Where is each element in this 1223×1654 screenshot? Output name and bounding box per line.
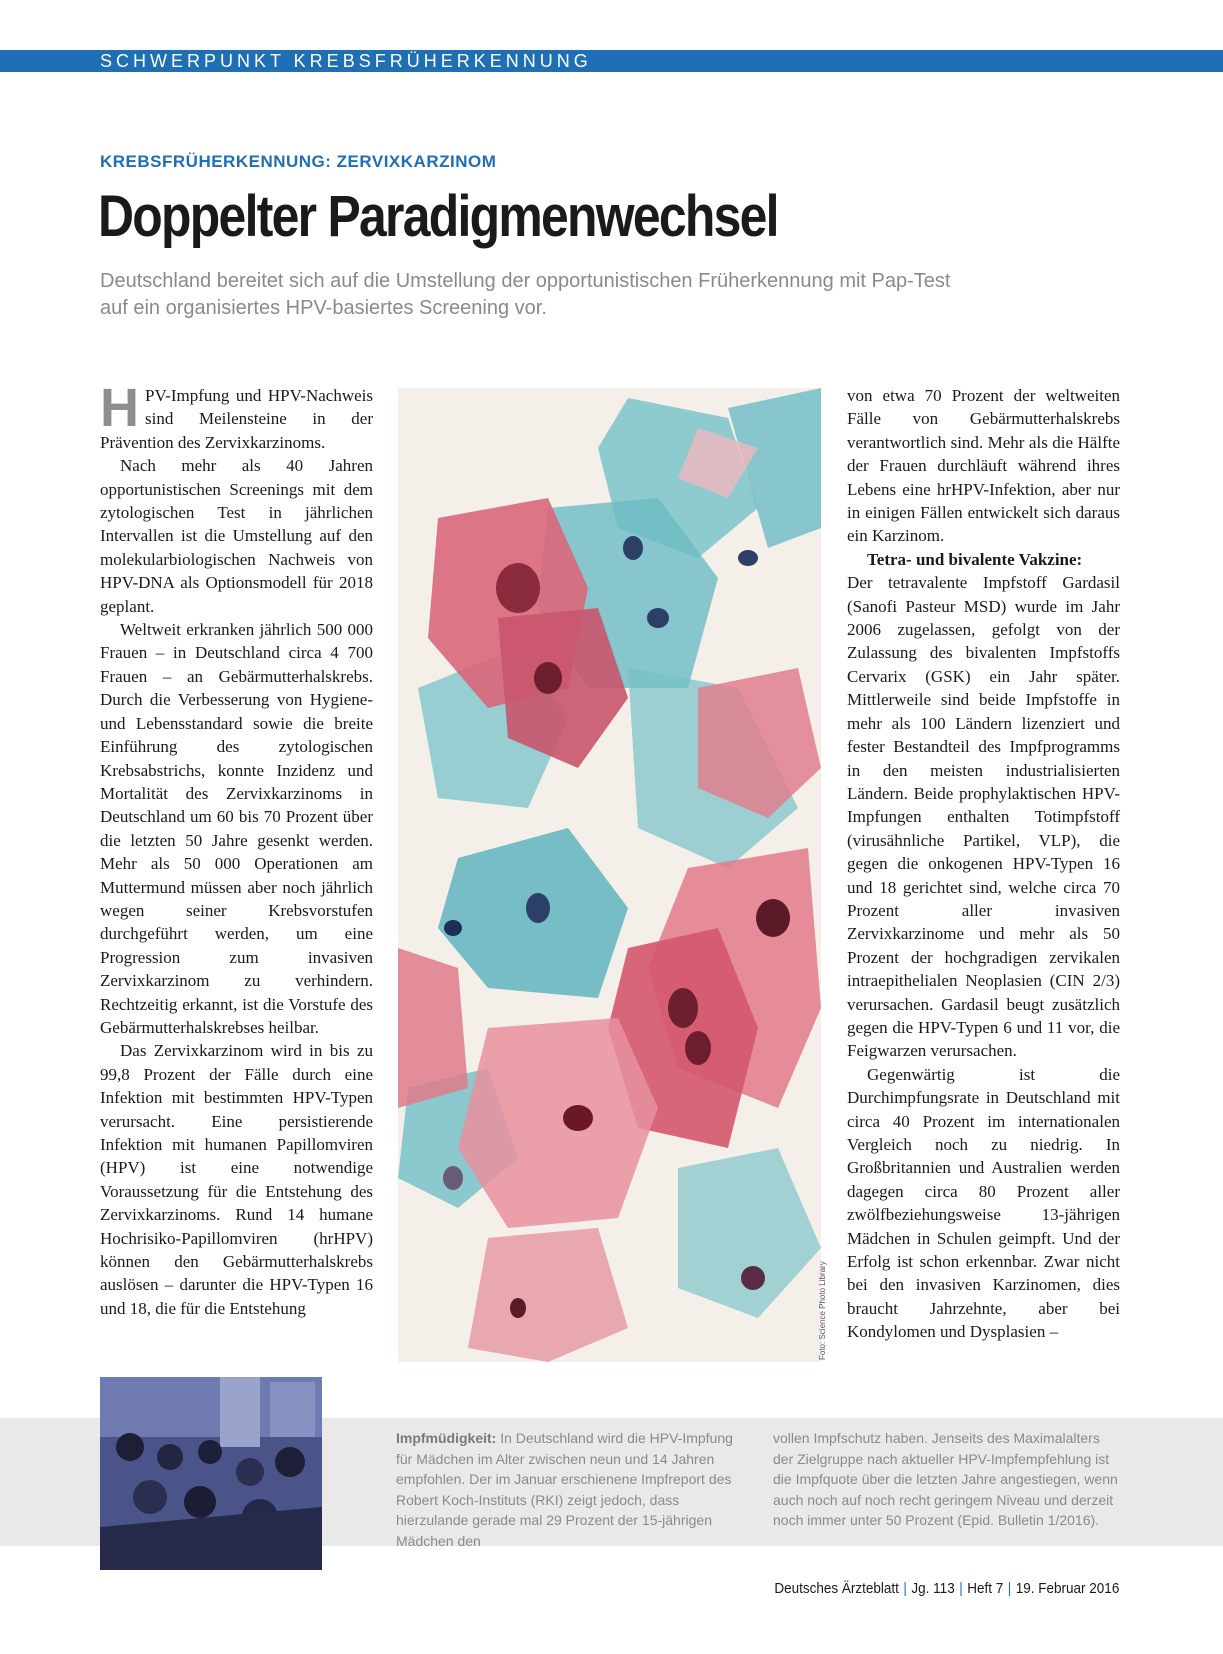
headline: Doppelter Paradigmenwechsel	[98, 184, 778, 249]
paragraph-lead: HPV-Impfung und HPV-Nachweis sind Meilensteine in der Prävention des Zervixkarzinoms.	[100, 378, 373, 452]
paragraph-runin	[847, 548, 1120, 571]
photo-credit: Foto: Science Photo Library	[818, 1261, 827, 1360]
caption-text-right: vollen Impfschutz haben. Jenseits des Maximalalters der Zielgruppe nach aktueller HPV-Impfempfehlung ist die Impfquote über die letzten Jahre angestiegen, wenn auch noch auf noch recht geringem Niveau und derzeit noch immer unter 50 Prozent (Epid. Bulletin 1/2016).	[773, 1430, 1118, 1528]
kicker: KREBSFRÜHERKENNUNG: ZERVIXKARZINOM	[100, 152, 497, 171]
cytology-photo	[398, 388, 821, 1362]
footer-volume: Jg. 113	[911, 1580, 955, 1597]
paragraph: von etwa 70 Prozent der weltweiten Fälle von Gebärmutterhalskrebs verantwortlich sind. Mehr als die Hälfte der Frauen durchläuft während ihres Lebens eine hrHPV-Infektion, aber nur in einigen Fällen entwickelt sich daraus ein Karzinom.	[847, 386, 1120, 546]
paragraph: Gegenwärtig ist die Durchimpfungsrate in Deutschland mit circa 40 Prozent im internationalen Vergleich noch zu niedrig. In Großbritannien und Australien werden dagegen circa 80 Prozent aller zwölfbeziehungsweise 13-jährigen Mädchen in Schulen geimpft. Und der Erfolg ist schon erkennbar. Zwar nicht bei den invasiven Karzinomen, dies braucht Jahrzehnte, aber bei Kondylomen und Dysplasien –	[847, 1064, 1120, 1342]
drop-cap: H	[100, 378, 139, 438]
subheadline: Deutschland bereitet sich auf die Umstellung der opportunistischen Früherkennung mit Pap-Test auf ein organisiertes HPV-basiertes Screening vor.	[100, 270, 951, 319]
cytology-illustration	[398, 388, 821, 1362]
article-column-right	[847, 384, 1120, 1344]
caption-lead: Impfmüdigkeit:	[396, 1430, 497, 1446]
crowd-photo	[100, 1377, 322, 1570]
section-bar	[0, 50, 1223, 72]
paragraph: Der tetravalente Impfstoff Gardasil (Sanofi Pasteur MSD) wurde im Jahr 2006 zugelassen, gefolgt von der Zulassung des bivalenten Impfstoffs Cervarix (GSK) ein Jahr später. Mittlerweile sind beide Impfstoffe in mehr als 100 Ländern lizenziert und fester Bestandteil des Impfprogramms in den meisten industrialisierten Ländern. Beide prophylaktischen HPV-Impfungen enthalten Totimpfstoff (virusähnliche Partikel, VLP), die gegen die onkogenen HPV-Typen 16 und 18 gerichtet sind, welche circa 70 Prozent aller invasiven Zervixkarzinome und mehr als 50 Prozent der hochgradigen zervikalen intraepithelialen Neoplasien (CIN 2/3) verursachen. Gardasil beugt zusätzlich gegen die HPV-Typen 6 und 11 vor, die Feigwarzen verursachen.	[847, 573, 1120, 1061]
caption-text-left: Impfmüdigkeit: In Deutschland wird die HPV-Impfung für Mädchen im Alter zwischen neun und 14 Jahren empfohlen. Der im Januar erschienene Impfreport des Robert Koch-Instituts (RKI) zeigt jedoch, dass hierzulande gerade mal 29 Prozent der 15-jährigen Mädchen den	[396, 1430, 733, 1549]
footer-separator: |	[903, 1580, 907, 1597]
article-column-left	[100, 378, 373, 1320]
paragraph: Das Zervixkarzinom wird in bis zu 99,8 Prozent der Fälle durch eine Infektion mit bestimmten HPV-Typen verursacht. Eine persistierende Infektion mit humanen Papillomviren (HPV) ist eine notwendige Voraussetzung für die Entstehung des Zervixkarzinoms. Rund 14 humane Hochrisiko-Papillomviren (hrHPV) können den Gebärmutterhalskrebs auslösen – darunter die HPV-Typen 16 und 18, die für die Entstehung	[100, 1041, 373, 1318]
paragraph: Weltweit erkranken jährlich 500 000 Frauen – in Deutschland circa 4 700 Frauen – an Gebärmutterhalskrebs. Durch die Verbesserung von Hygiene- und Lebensstandard sowie die breite Einführung des zytologischen Krebsabstrichs, konnte Inzidenz und Mortalität des Zervixkarzinoms in Deutschland um 60 bis 70 Prozent über die letzten 50 Jahre gesenkt werden. Mehr als 50 000 Operationen am Muttermund müssen aber noch jährlich wegen seiner Krebsvorstufen durchgeführt werden, um eine Progression zum invasiven Zervixkarzinom zu verhindern. Rechtzeitig erkannt, ist die Vorstufe des Gebärmutterhalskrebses heilbar.	[100, 620, 373, 1037]
page-footer	[774, 1580, 1119, 1597]
runin-heading: Tetra- und bivalente Vakzine:	[867, 549, 1083, 569]
footer-date: 19. Februar 2016	[1015, 1580, 1119, 1597]
footer-separator: |	[1007, 1580, 1011, 1597]
footer-separator: |	[958, 1580, 963, 1597]
paragraph: Nach mehr als 40 Jahren opportunistischen Screenings mit dem zytologischen Test in jährlichen Intervallen ist die Umstellung auf den molekularbiologischen Nachweis von HPV-DNA als Optionsmodell für 2018 geplant.	[100, 456, 373, 616]
footer-issue: Heft 7	[966, 1580, 1003, 1597]
section-bar-label: SCHWERPUNKT KREBSFRÜHERKENNUNG	[100, 51, 592, 71]
footer-journal: Deutsches Ärzteblatt	[774, 1580, 899, 1597]
crowd-illustration	[100, 1377, 322, 1570]
